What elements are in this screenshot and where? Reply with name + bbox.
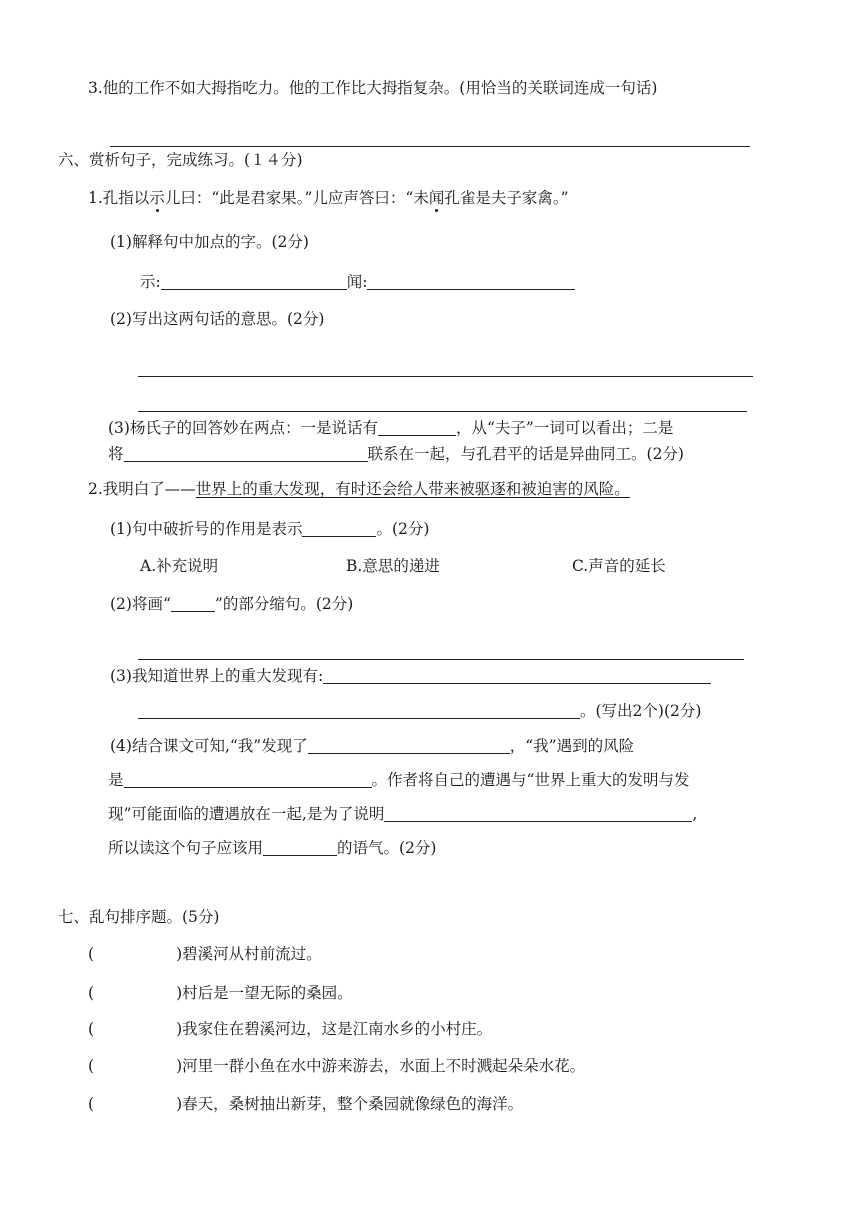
passage-2-question-4-line1 [110,738,634,755]
question-text: 。(写出2个)(2分) [580,702,702,720]
blank-shi[interactable] [161,274,347,290]
item-text: 村后是一望无际的桑园。 [182,984,353,1002]
question-text: 所以读这个句子应该用 [108,839,264,857]
question-text: , [692,805,698,823]
paren-close: ) [176,1057,183,1075]
question-1-answers [140,274,575,291]
paren-open: ( [88,1020,95,1038]
answer-line[interactable] [110,146,750,147]
passage-1-question-3-line1 [108,420,673,437]
blank[interactable] [124,446,368,462]
passage-1-question-3-line2 [108,446,684,463]
passage-2-sentence [88,482,630,498]
paren-close: ) [176,1095,183,1113]
sentence-text: 孔雀是夫子家禽。” [444,189,569,207]
question-text: 的语气。(2分) [337,839,437,857]
question-text: (1)句中破折号的作用是表示 [110,520,303,538]
paren-close: ) [176,984,183,1002]
dotted-char-wen: 闻 [428,189,445,207]
question-text: 将 [108,445,124,463]
passage-1-question-1: (1)解释句中加点的字。(2分) [110,233,309,251]
blank[interactable] [138,703,580,719]
passage-2-question-1 [110,521,429,538]
question-text: ”的部分缩句。(2分) [214,595,354,613]
blank[interactable] [263,840,337,856]
question-text: 联系在一起，与孔君平的话是异曲同工。(2分) [367,445,684,463]
underlined-sentence: 世界上的重大发现，有时还会给人带来被驱逐和被迫害的风险。 [195,480,630,498]
passage-2-question-4-line4 [108,840,436,857]
paren-open: ( [88,1057,95,1075]
blank[interactable] [323,668,711,684]
blank[interactable] [124,772,372,788]
blank-wen[interactable] [367,274,575,290]
paren-open: ( [88,984,95,1002]
option-c[interactable]: C.声音的延长 [572,557,666,575]
passage-2-question-2 [110,596,353,613]
blank[interactable] [378,420,456,436]
passage-2-question-4-line2 [108,772,689,789]
underline-marker [171,596,215,612]
passage-2-question-3-cont [138,703,701,720]
question-text: ，“我”遇到的风险 [509,737,635,755]
item-text: 我家住在碧溪河边，这是江南水乡的小村庄。 [182,1020,493,1038]
section-6-title: 六、赏析句子，完成练习。(１４分) [58,151,303,169]
question-text: 现”可能面临的遭遇放在一起,是为了说明 [108,805,385,823]
label-shi: 示: [140,273,161,291]
ordering-item [88,986,353,1002]
passage-1-question-2: (2)写出这两句话的意思。(2分) [110,310,325,328]
answer-line[interactable] [138,659,744,660]
answer-line[interactable] [138,376,753,377]
paren-open: ( [88,945,95,963]
blank[interactable] [308,738,510,754]
paren-close: ) [176,1020,183,1038]
ordering-item [88,947,322,963]
blank[interactable] [384,806,692,822]
ordering-item [88,1097,523,1113]
option-a[interactable]: A.补充说明 [140,557,219,575]
label-wen: 闻: [346,273,368,291]
section-7-title: 七、乱句排序题。(5分) [58,908,220,926]
item-text: 碧溪河从村前流过。 [182,945,322,963]
sentence-text: 儿曰：“此是君家果。”儿应声答曰：“未 [164,189,429,207]
dotted-char-shi: 示 [149,189,165,207]
item-text: 春天，桑树抽出新芽，整个桑园就像绿色的海洋。 [182,1095,524,1113]
passage-1-sentence [88,191,569,207]
question-text: (2)将画“ [110,595,171,613]
passage-2-question-4-line3 [108,806,697,823]
question-text: 。(2分) [376,520,430,538]
ordering-item [88,1022,492,1038]
question-text: (3)杨氏子的回答妙在两点：一是说话有 [108,419,378,437]
passage-2-question-3 [110,668,711,685]
question-text: 是 [108,771,124,789]
ordering-item [88,1059,585,1075]
question-text: (4)结合课文可知,“我”发现了 [110,737,308,755]
question-text: 。作者将自己的遭遇与“世界上重大的发明与发 [371,771,690,789]
option-b[interactable]: B.意思的递进 [346,557,440,575]
blank[interactable] [302,521,376,537]
sentence-text: 2.我明白了—— [88,480,196,498]
paren-open: ( [88,1095,95,1113]
item-text: 河里一群小鱼在水中游来游去，水面上不时溅起朵朵水花。 [182,1057,586,1075]
paren-close: ) [176,945,183,963]
sentence-text: 1.孔指以 [88,189,150,207]
answer-line[interactable] [138,411,747,412]
question-3-prompt: 3.他的工作不如大拇指吃力。他的工作比大拇指复杂。(用恰当的关联词连成一句话) [88,79,658,97]
question-text: (3)我知道世界上的重大发现有: [110,667,324,685]
question-text: ，从“夫子”一词可以看出；二是 [455,419,674,437]
